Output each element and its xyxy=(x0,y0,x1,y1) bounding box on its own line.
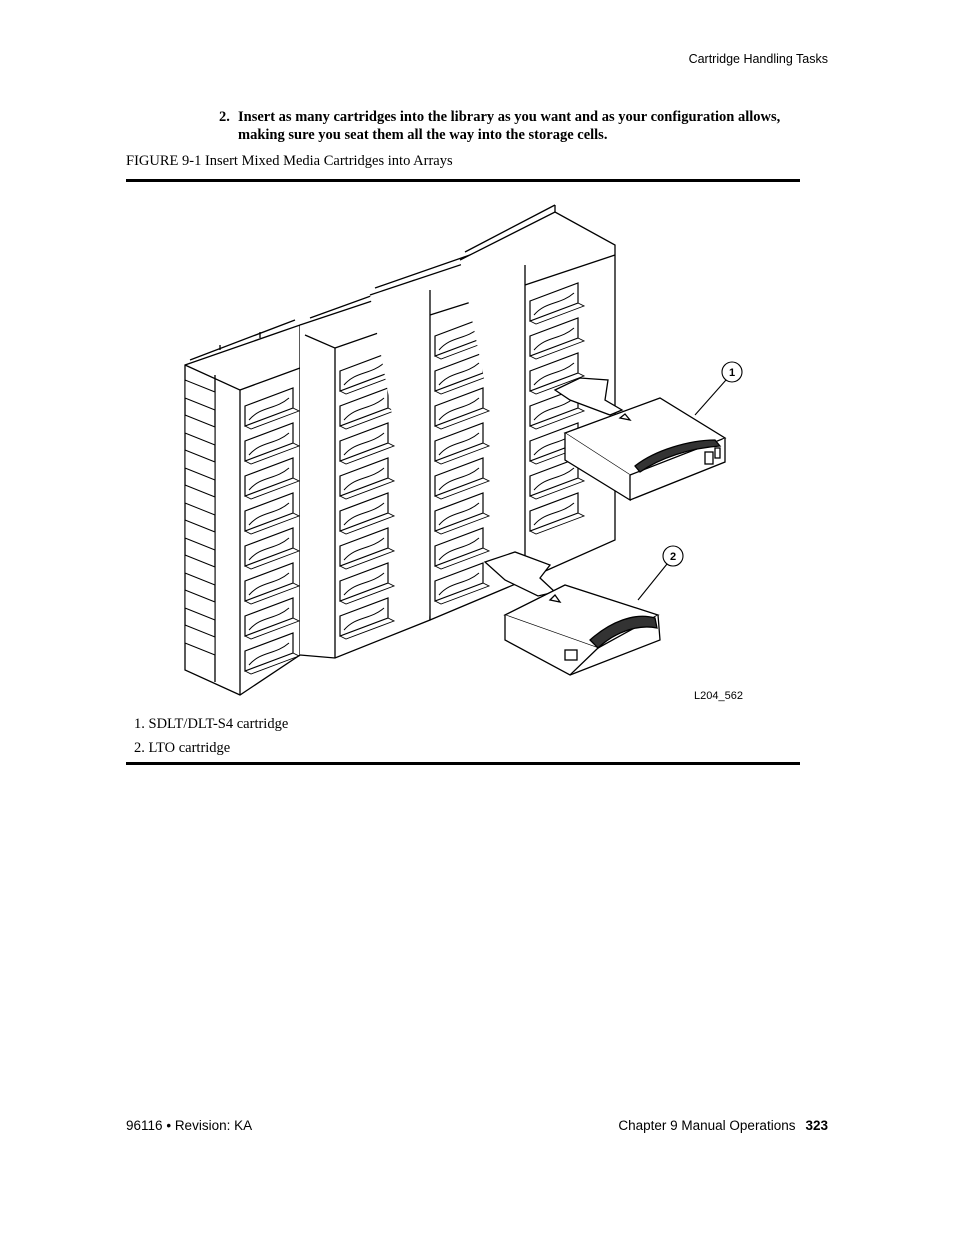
callout-2-number: 2 xyxy=(669,551,677,563)
step-text: Insert as many cartridges into the library as you want and as your configuration allows, making sure you seat them all the way into the storage cells. xyxy=(238,109,781,143)
step-number: 2. xyxy=(219,109,230,125)
callout-1-number: 1 xyxy=(728,367,736,379)
footer-right xyxy=(618,1118,828,1133)
figure-illustration xyxy=(160,200,780,705)
running-head: Cartridge Handling Tasks xyxy=(688,52,828,66)
figure-id: L204_562 xyxy=(694,690,743,702)
page-number: 323 xyxy=(805,1118,828,1133)
footer-left xyxy=(126,1118,252,1133)
legend-item-1: 1. SDLT/DLT-S4 cartridge xyxy=(134,716,289,732)
chapter-title: Chapter 9 Manual Operations xyxy=(618,1118,796,1133)
legend-item-2: 2. LTO cartridge xyxy=(134,740,231,756)
procedure-step xyxy=(219,108,809,144)
revision: Revision: KA xyxy=(174,1118,253,1133)
doc-number: 96116 xyxy=(126,1118,163,1133)
footer-bullet: • xyxy=(166,1118,172,1133)
figure-bottom-rule xyxy=(126,762,800,765)
lto-cartridge xyxy=(505,585,660,675)
figure-top-rule xyxy=(126,179,800,182)
figure-caption: FIGURE 9-1 Insert Mixed Media Cartridges into Arrays xyxy=(126,153,453,169)
callout-2 xyxy=(638,546,683,600)
